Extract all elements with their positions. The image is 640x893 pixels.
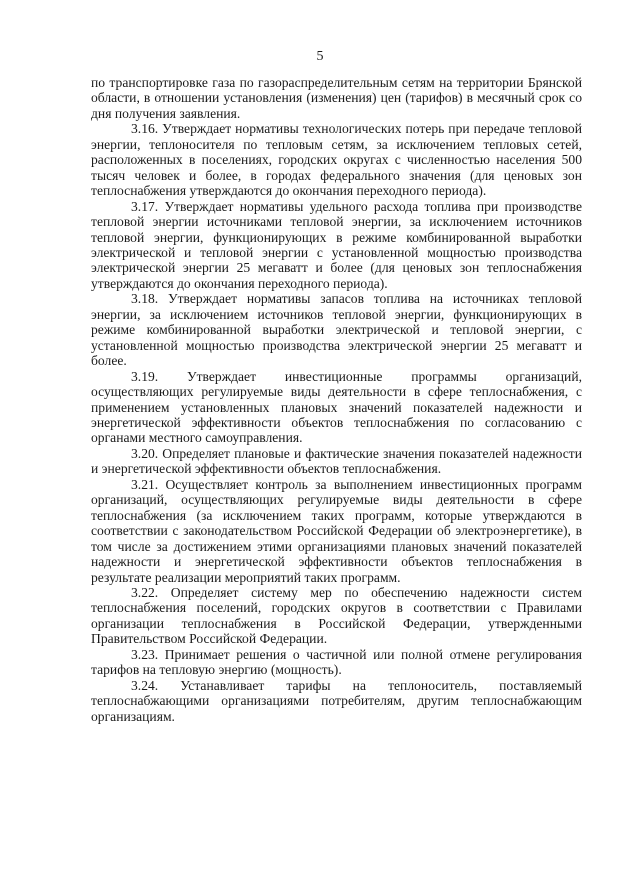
paragraph-3-18: 3.18. Утверждает нормативы запасов топлива на источниках тепловой энергии, за исключением источников тепловой энергии, функционирующих в режиме комбинированной выработки электрической и тепловой энергии, с установленной мощностью производства электрической энергии 25 мегаватт и более. xyxy=(91,291,582,369)
paragraph-3-21: 3.21. Осуществляет контроль за выполнением инвестиционных программ организаций, осуществляющих регулируемые виды деятельности в сфере теплоснабжения (за исключением таких программ, которые утверждаются в соответствии с законодательством Российской Федерации об электроэнергетике), в том числе за достижением этими организациями плановых значений показателей надежности и энергетической эффективности объектов теплоснабжения в результате реализации мероприятий таких программ. xyxy=(91,476,582,585)
paragraph-3-23: 3.23. Принимает решения о частичной или полной отмене регулирования тарифов на тепловую энергию (мощность). xyxy=(91,646,582,678)
paragraph-3-20: 3.20. Определяет плановые и фактические значения показателей надежности и энергетической эффективности объектов теплоснабжения. xyxy=(91,445,582,477)
paragraph-3-22: 3.22. Определяет систему мер по обеспечению надежности систем теплоснабжения поселений, городских округов в соответствии с Правилами организации теплоснабжения в Российской Федерации, утвержденными Правительством Российской Федерации. xyxy=(91,584,582,647)
page-number: 5 xyxy=(316,49,324,64)
paragraph-3-16: 3.16. Утверждает нормативы технологических потерь при передаче тепловой энергии, теплоносителя по тепловым сетям, за исключением тепловых сетей, расположенных в поселениях, городских округах с численностью населения 500 тысяч человек и более, в городах федерального значения (для ценовых зон теплоснабжения утверждаются до окончания переходного периода). xyxy=(91,121,582,199)
paragraph-3-19: 3.19. Утверждает инвестиционные программы организаций, осуществляющих регулируемые виды деятельности в сфере теплоснабжения, с применением установленных плановых значений показателей надежности и энергетической эффективности объектов теплоснабжения по согласованию с органами местного самоуправления. xyxy=(91,368,582,446)
paragraph-3-24: 3.24. Устанавливает тарифы на теплоноситель, поставляемый теплоснабжающими организациями потребителям, другим теплоснабжающим организациям. xyxy=(91,677,582,724)
paragraph-3-17: 3.17. Утверждает нормативы удельного расхода топлива при производстве тепловой энергии источниками тепловой энергии, за исключением источников тепловой энергии, функционирующих в режиме комбинированной выработки электрической и тепловой энергии с установленной мощностью производства электрической энергии 25 мегаватт и более (для ценовых зон теплоснабжения утверждаются до окончания переходного периода). xyxy=(91,198,582,291)
paragraph-continuation: по транспортировке газа по газораспределительным сетям на территории Брянской области, в отношении установления (изменения) цен (тарифов) в месячный срок со дня получения заявления. xyxy=(91,75,582,121)
document-body xyxy=(91,75,582,724)
